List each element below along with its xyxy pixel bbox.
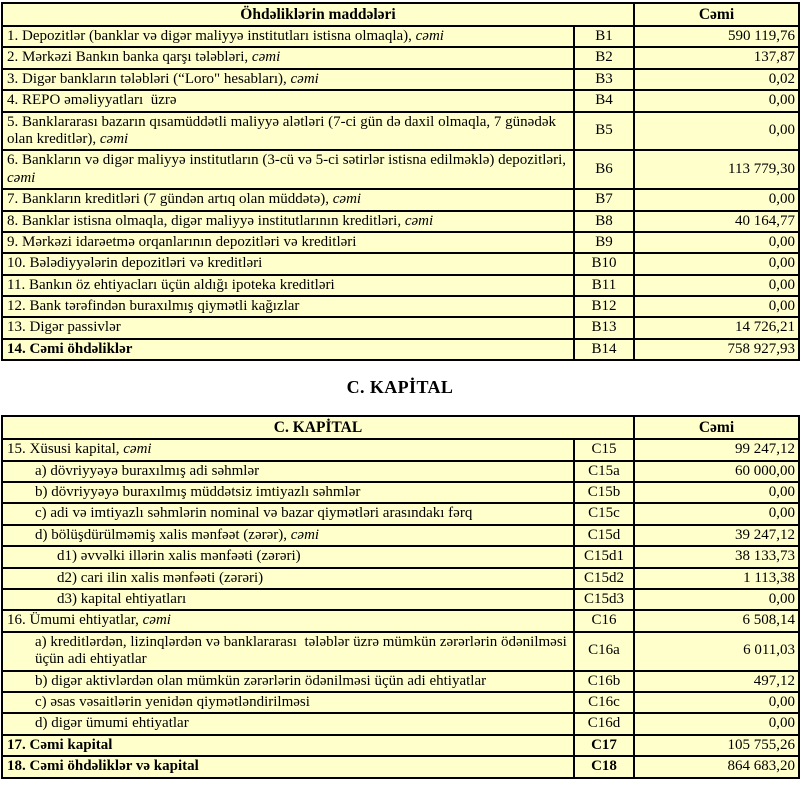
row-label-text: b) dövriyyəyə buraxılmış müddətsiz imtiyazlı səhmlər bbox=[35, 484, 361, 501]
table-row bbox=[2, 735, 799, 756]
row-label bbox=[2, 482, 574, 503]
row-label-text: d1) əvvəlki illərin xalis mənfəəti (zərəri) bbox=[57, 548, 301, 565]
row-code: C15d3 bbox=[574, 589, 634, 610]
table-row bbox=[2, 189, 799, 210]
table-row bbox=[2, 439, 799, 460]
row-label-suffix: cəmi bbox=[7, 152, 570, 186]
table-row bbox=[2, 503, 799, 524]
table-row bbox=[2, 339, 799, 360]
row-code: B1 bbox=[574, 26, 634, 47]
row-label-text: 13. Digər passivlər bbox=[7, 319, 121, 336]
row-code: B14 bbox=[574, 339, 634, 360]
row-code: C16d bbox=[574, 713, 634, 734]
row-label bbox=[2, 90, 574, 111]
row-label-text: 8. Banklar istisna olmaqla, digər maliyyə institutlarının kreditləri, bbox=[7, 212, 402, 229]
table-row bbox=[2, 275, 799, 296]
row-label bbox=[2, 610, 574, 631]
section-title: C. KAPİTAL bbox=[346, 377, 454, 398]
row-label bbox=[2, 546, 574, 567]
row-label-text: 12. Bank tərəfindən buraxılmış qiymətli kağızlar bbox=[7, 298, 300, 315]
row-label-text: d) digər ümumi ehtiyatlar bbox=[35, 715, 189, 732]
capital-table-body bbox=[2, 439, 799, 777]
row-label-text: a) kreditlərdən, lizinqlərdən və banklararası tələblər üzrə mümkün zərərlərin ödənilməsi üçün adi ehtiyatlar bbox=[35, 633, 571, 668]
table-row bbox=[2, 26, 799, 47]
table-row bbox=[2, 150, 799, 189]
row-label bbox=[2, 339, 574, 360]
table-row bbox=[2, 671, 799, 692]
row-value: 39 247,12 bbox=[634, 525, 799, 546]
row-value: 0,00 bbox=[634, 275, 799, 296]
row-value: 0,00 bbox=[634, 503, 799, 524]
row-value: 137,87 bbox=[634, 47, 799, 68]
row-value: 0,00 bbox=[634, 713, 799, 734]
row-value: 0,00 bbox=[634, 253, 799, 274]
row-label bbox=[2, 713, 574, 734]
table-row bbox=[2, 713, 799, 734]
row-label-suffix: cəmi bbox=[138, 612, 171, 629]
table-row bbox=[2, 317, 799, 338]
table-row bbox=[2, 568, 799, 589]
table-row bbox=[2, 756, 799, 777]
capital-header-amount: Cəmi bbox=[634, 416, 799, 439]
row-code: C16b bbox=[574, 671, 634, 692]
row-label bbox=[2, 211, 574, 232]
row-code: B9 bbox=[574, 232, 634, 253]
row-label-text: 18. Cəmi öhdəliklər və kapital bbox=[7, 758, 199, 775]
row-code: B11 bbox=[574, 275, 634, 296]
row-label-text: 17. Cəmi kapital bbox=[7, 736, 113, 753]
liabilities-table bbox=[1, 2, 800, 361]
row-value: 113 779,30 bbox=[634, 150, 799, 189]
row-label bbox=[2, 692, 574, 713]
row-code: C15a bbox=[574, 461, 634, 482]
row-code: C15c bbox=[574, 503, 634, 524]
row-value: 864 683,20 bbox=[634, 756, 799, 777]
row-value: 497,12 bbox=[634, 671, 799, 692]
row-label bbox=[2, 503, 574, 524]
table-row bbox=[2, 610, 799, 631]
table-row bbox=[2, 253, 799, 274]
capital-header-title: C. KAPİTAL bbox=[2, 416, 634, 439]
row-label bbox=[2, 112, 574, 151]
row-value: 6 011,03 bbox=[634, 632, 799, 671]
row-label bbox=[2, 671, 574, 692]
row-label-text: 6. Bankların və digər maliyyə institutların (3-cü və 5-ci sətirlər istisna edilməklə) depozitləri, bbox=[7, 152, 566, 169]
table-row bbox=[2, 296, 799, 317]
row-value: 38 133,73 bbox=[634, 546, 799, 567]
row-label-text: d) bölüşdürülməmiş xalis mənfəət (zərər), bbox=[35, 526, 287, 543]
row-value: 1 113,38 bbox=[634, 568, 799, 589]
row-label bbox=[2, 735, 574, 756]
row-value: 6 508,14 bbox=[634, 610, 799, 631]
balance-sheet-page bbox=[0, 2, 800, 779]
liabilities-header-amount: Cəmi bbox=[634, 3, 799, 26]
row-value: 590 119,76 bbox=[634, 26, 799, 47]
row-label bbox=[2, 525, 574, 546]
table-row bbox=[2, 90, 799, 111]
row-code: B7 bbox=[574, 189, 634, 210]
capital-header-row bbox=[2, 416, 799, 439]
row-label-text: 15. Xüsusi kapital, bbox=[7, 441, 120, 458]
liabilities-table-body bbox=[2, 26, 799, 360]
row-value: 0,00 bbox=[634, 90, 799, 111]
row-label-text: 7. Bankların kreditləri (7 gündən artıq olan müddətə), bbox=[7, 191, 329, 208]
row-label bbox=[2, 589, 574, 610]
row-label-text: c) əsas vəsaitlərin yenidən qiymətləndirilməsi bbox=[35, 693, 310, 710]
row-value: 60 000,00 bbox=[634, 461, 799, 482]
row-value: 105 755,26 bbox=[634, 735, 799, 756]
row-value: 99 247,12 bbox=[634, 439, 799, 460]
row-label-suffix: cəmi bbox=[119, 441, 152, 458]
row-label-suffix: cəmi bbox=[411, 28, 444, 44]
row-value: 0,02 bbox=[634, 69, 799, 90]
row-label bbox=[2, 275, 574, 296]
row-label-text: 10. Bələdiyyələrin depozitləri və kreditləri bbox=[7, 255, 263, 272]
table-row bbox=[2, 546, 799, 567]
row-label bbox=[2, 150, 574, 189]
table-row bbox=[2, 112, 799, 151]
row-value: 0,00 bbox=[634, 692, 799, 713]
row-label-text: a) dövriyyəyə buraxılmış adi səhmlər bbox=[35, 462, 260, 479]
table-row bbox=[2, 692, 799, 713]
row-label-text: 2. Mərkəzi Bankın banka qarşı tələbləri, bbox=[7, 49, 249, 66]
row-code: B4 bbox=[574, 90, 634, 111]
row-code: C17 bbox=[574, 735, 634, 756]
row-label-suffix: cəmi bbox=[401, 212, 434, 229]
row-label-text: b) digər aktivlərdən olan mümkün zərərlərin ödənilməsi üçün adi ehtiyatlar bbox=[35, 672, 487, 689]
row-code: B8 bbox=[574, 211, 634, 232]
row-label-text: 4. REPO əməliyyatları üzrə bbox=[7, 92, 177, 109]
row-value: 0,00 bbox=[634, 232, 799, 253]
row-label-text: 9. Mərkəzi idarəetmə orqanlarının depozitləri və kreditləri bbox=[7, 233, 357, 250]
row-code: C15d2 bbox=[574, 568, 634, 589]
table-row bbox=[2, 211, 799, 232]
row-label-text: 5. Banklararası bazarın qısamüddətli maliyyə alətləri (7-ci gün də daxil olmaqla, 7 günədək olan kreditlər), bbox=[7, 113, 560, 147]
row-label bbox=[2, 253, 574, 274]
row-code: C15d1 bbox=[574, 546, 634, 567]
row-code: B12 bbox=[574, 296, 634, 317]
row-label bbox=[2, 632, 574, 671]
row-value: 758 927,93 bbox=[634, 339, 799, 360]
row-value: 0,00 bbox=[634, 589, 799, 610]
row-code: C16c bbox=[574, 692, 634, 713]
liabilities-header-title: Öhdəliklərin maddələri bbox=[2, 3, 634, 26]
row-code: C18 bbox=[574, 756, 634, 777]
table-row bbox=[2, 589, 799, 610]
row-label bbox=[2, 69, 574, 90]
row-value: 14 726,21 bbox=[634, 317, 799, 338]
row-value: 0,00 bbox=[634, 482, 799, 503]
capital-table bbox=[1, 415, 800, 778]
row-label-text: 3. Digər bankların tələbləri (“Loro" hesabları), bbox=[7, 70, 287, 87]
row-label bbox=[2, 189, 574, 210]
row-code: B13 bbox=[574, 317, 634, 338]
row-label bbox=[2, 232, 574, 253]
row-label bbox=[2, 47, 574, 68]
row-label bbox=[2, 568, 574, 589]
row-label-suffix: cəmi bbox=[248, 49, 281, 66]
table-row bbox=[2, 232, 799, 253]
table-row bbox=[2, 525, 799, 546]
row-label-suffix: cəmi bbox=[286, 70, 319, 87]
liabilities-header-row bbox=[2, 3, 799, 26]
row-value: 40 164,77 bbox=[634, 211, 799, 232]
row-label-suffix: cəmi bbox=[96, 130, 129, 147]
row-label bbox=[2, 26, 574, 47]
row-value: 0,00 bbox=[634, 112, 799, 151]
row-value: 0,00 bbox=[634, 296, 799, 317]
row-code: C16a bbox=[574, 632, 634, 671]
table-row bbox=[2, 47, 799, 68]
row-code: B10 bbox=[574, 253, 634, 274]
row-value: 0,00 bbox=[634, 189, 799, 210]
row-label-text: 14. Cəmi öhdəliklər bbox=[7, 340, 133, 357]
row-code: C15d bbox=[574, 525, 634, 546]
row-label-text: c) adi və imtiyazlı səhmlərin nominal və bazar qiymətləri arasındakı fərq bbox=[35, 505, 473, 522]
row-label bbox=[2, 317, 574, 338]
row-code: B5 bbox=[574, 112, 634, 151]
row-label-text: 11. Bankın öz ehtiyacları üçün aldığı ipoteka kreditləri bbox=[7, 276, 335, 293]
row-label bbox=[2, 756, 574, 777]
table-row bbox=[2, 461, 799, 482]
row-code: C16 bbox=[574, 610, 634, 631]
row-label bbox=[2, 296, 574, 317]
row-code: B6 bbox=[574, 150, 634, 189]
row-label-text: 1. Depozitlər (banklar və digər maliyyə institutları istisna olmaqla), bbox=[7, 28, 412, 44]
row-code: B2 bbox=[574, 47, 634, 68]
row-code: C15b bbox=[574, 482, 634, 503]
table-row bbox=[2, 632, 799, 671]
row-code: C15 bbox=[574, 439, 634, 460]
row-label bbox=[2, 461, 574, 482]
row-label-suffix: cəmi bbox=[287, 526, 320, 543]
table-row bbox=[2, 482, 799, 503]
table-row bbox=[2, 69, 799, 90]
row-code: B3 bbox=[574, 69, 634, 90]
row-label-suffix: cəmi bbox=[329, 191, 362, 208]
row-label-text: 16. Ümumi ehtiyatlar, bbox=[7, 612, 139, 629]
row-label bbox=[2, 439, 574, 460]
row-label-text: d3) kapital ehtiyatları bbox=[57, 590, 187, 607]
row-label-text: d2) cari ilin xalis mənfəəti (zərəri) bbox=[57, 569, 264, 586]
